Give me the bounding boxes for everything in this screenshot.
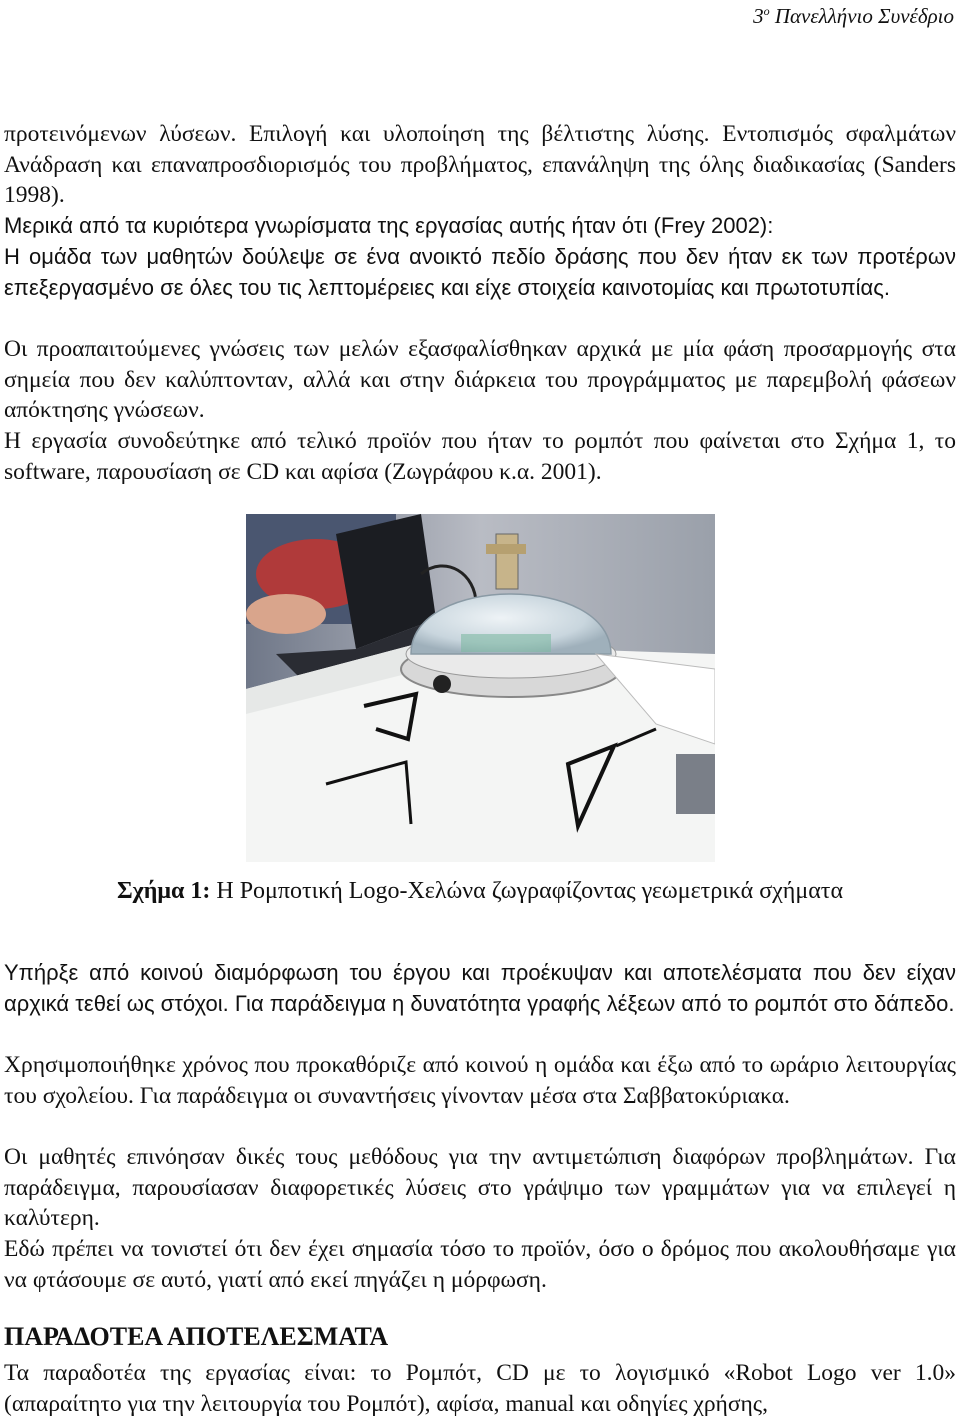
paragraph-joint-design: Υπήρξε από κοινού διαμόρφωση του έργου και προέκυψαν και αποτελέσματα που δεν είχαν αρχικά τεθεί ως στόχοι. Για παράδειγμα η δυνατότητα γραφής λέξεων από το ρομπότ στο δάπεδο. xyxy=(4,960,956,1016)
paragraph-final-product: Η εργασία συνοδεύτηκε από τελικό προϊόν που ήταν το ρομπότ που φαίνεται στο Σχήμα 1, το software, παρουσίαση σε CD και αφίσα (Ζωγράφου κ.α. 2001). xyxy=(4,428,956,485)
paragraph-deliverables: Τα παραδοτέα της εργασίας είναι: το Ρομπότ, CD με το λογισμικό «Robot Logo ver 1.0» (απαραίτητο για την λειτουργία του Ρομπότ), αφίσα, manual και οδηγίες χρήσης, xyxy=(4,1360,956,1417)
section-heading: ΠΑΡΑΔΟΤΕΑ ΑΠΟΤΕΛΕΣΜΑΤΑ xyxy=(4,1322,389,1351)
figure-caption: Σχήμα 1: Η Ρομποτική Logo-Χελώνα ζωγραφίζοντας γεωμετρικά σχήματα xyxy=(116,878,844,904)
paragraph-features-intro: Μερικά από τα κυριότερα γνωρίσματα της εργασίας αυτής ήταν ότι (Frey 2002): xyxy=(4,213,774,238)
paragraph-solutions: προτεινόμενων λύσεων. Επιλογή και υλοποίηση της βέλτιστης λύσης. Εντοπισμός σφαλμάτων Ανάδραση και επαναπροσδιορισμός του προβλήματος, επανάληψη της όλης διαδικασίας (Sanders 1998). xyxy=(4,121,956,209)
robot-turtle-photo xyxy=(246,514,715,862)
figure-label: Σχήμα 1: xyxy=(116,878,211,904)
paragraph-time-used: Χρησιμοποιήθηκε χρόνος που προκαθόριζε από κοινού η ομάδα και έξω από το ωράριο λειτουργίας του σχολείου. Για παράδειγμα οι συναντήσεις γίνονταν μέσα στα Σαββατοκύριακα. xyxy=(4,1052,956,1109)
paragraph-emphasis: Εδώ πρέπει να τονιστεί ότι δεν έχει σημασία τόσο το προϊόν, όσο ο δρόμος που ακολουθήσαμε για να φτάσουμε σε αυτό, γιατί από εκεί πηγάζει η μόρφωση. xyxy=(4,1236,956,1293)
running-header: $3^o$ Πανελλήνιο Συνέδριο xyxy=(753,4,954,28)
paragraph-own-methods: Οι μαθητές επινόησαν δικές τους μεθόδους για την αντιμετώπιση διαφόρων προβλημάτων. Για παράδειγμα, παρουσίασαν διαφορετικές λύσεις στο γράψιμο των γραμμάτων για να επιλεγεί η καλύτερη. xyxy=(4,1144,956,1232)
paragraph-open-field: Η ομάδα των μαθητών δούλεψε σε ένα ανοικτό πεδίο δράσης που δεν ήταν εκ των προτέρων επεξεργασμένο σε όλες του τις λεπτομέρειες και είχε στοιχεία καινοτομίας και πρωτοτυπίας. xyxy=(4,244,956,300)
paragraph-prerequisites: Οι προαπαιτούμενες γνώσεις των μελών εξασφαλίσθηκαν αρχικά με μία φάση προσαρμογής στα σημεία που δεν καλύπτονταν, αλλά και στην διάρκεια του προγράμματος με παρεμβολή φάσεων απόκτησης γνώσεων. xyxy=(4,336,956,424)
